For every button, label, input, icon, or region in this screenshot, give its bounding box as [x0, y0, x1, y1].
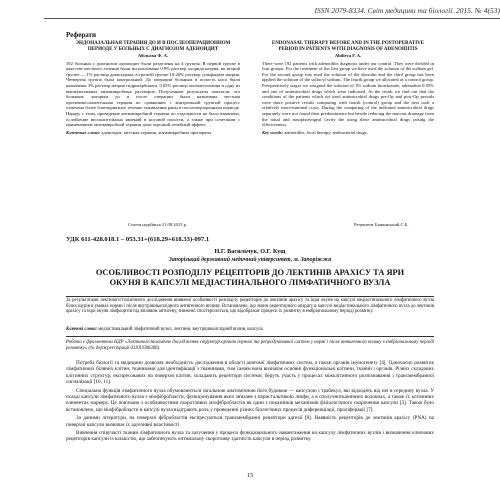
article-affiliation: Запорізький державний медичний університет, м. Запоріжжя	[168, 257, 332, 263]
keywords-text: adenoiditis, local therapy, antibacterial drugs.	[284, 129, 368, 135]
article-authors: Н.Г. Васильчук, О.Г. Кущ	[214, 248, 286, 255]
abstract-english	[262, 41, 434, 135]
article-abstract: За результатами лектиногістохімічного дослідження виявлені особливості розподілу рецепторів до лектинів арахісу та ікри окуня на капсулі медіастинального лімфатичного вузла білих щурів в умовах норми і після внутрішньоплідного антигенного впливу. Встановлено, що зміни рецепторного апарату в капсулі медіастинального лімфатичного вузла до лектинів арахісу та ікри окуня лімфоцитів під впливом антигену, знижено спостерігається, що відображає процеси їх розвитку в ембріональному періоді розвитку.	[66, 298, 434, 315]
research-note: Робота є фрагментом НДР «Лектиногістохімічне дослідження структур органів імунної та репродуктивної систем у нормі і після антигенного впливу в ембріональному періоді розвитку» (№ держреєстрації 0110U006306).	[66, 340, 434, 351]
abstract-title: ENDONASAL THERAPY BEFORE AND IN THE POSTOPERATIVE PERIOD IN PATIENTS WITH DIAGNOSIS OF ADENOIDITIS	[271, 41, 425, 52]
article-body	[66, 360, 434, 445]
reviewer: Рецензент Башинський С.Б.	[354, 222, 409, 227]
divider	[66, 296, 434, 297]
body-paragraph: Спеціальна функція лімфатичного вузла обумовлюється загальною анатомічною його будовою — капсулою і трабекул, які відходять від неї в середину вузла. У складі капсули лімфатичного вузла є міофібробласти, функціонування яких зв'язане з перистальтикою лімфи, а в сполучнотканинних волокнах, а також їх клітинних елементах маркеру. Це пов'язано з особливостями скоротливих міофібробластів як один з показників механізмів фізіологічного скорочення капсули [3]. Також було встановлено, що міофібробласти в капсулі вузла відіграють роль у проведенні різних біологічних процесів диференціації, проліферації [7].	[66, 387, 434, 413]
keywords-label: Key words:	[262, 129, 284, 135]
abstract-body: There were 192 patients with adenoiditis diagnosis under our control. They were divided in four groups. For the treatment of the first group we have used the solution of the sodium gel. For the second group was used the solution of the dioxidin and the third group has been applied the solution of the sulfacyl sodium. The fourth group we allocated as a control group. Preoperatively stages we assigned the solution of 3% sodium bicarbonate, adrenaline 0.05% and one of antimicrobial drugs which were indicated. At the result we find out that the conditions of the patients which we used antimicrobial drugs pre-Op and post-Op periods were more positive results comparing with fourth (control) group and the nest took a relatively more-minimal costs. During the comparing of the indicated antimicrobial drugs separately were not found their predominance but beside reducing the mucous drainage from the nasal and nasopharyngeal cavity the using these antimicrobial drugs raising the effectiveness.	[262, 60, 434, 128]
divider	[66, 336, 434, 337]
body-paragraph: Потреба біології та медицини дозволяє необхідність дослідження в області анатомії лімфатичних систем, а також органів імуногенезу [4]. Одночасно розвиток лімфатичних біляних клітин, тканинами для ідентифікації з тканинами, тим самим вона визначає основні функціональні клітини, тканин і органів. Різних складових клітинних структур, експресованих на поверхні клітин, складають рецептори системи, беруть участь у процесах міжклітинного розпізнавання і трансмембранної сигналізації [10, 11].	[66, 360, 434, 386]
body-paragraph: За даними літератури, на поверхні фібробластів експресуються трансмембранні рецептори адгезії [8]. Наявність рецепторів до лектинів арахісу (PNA) на поверхні капсули визначає їх адгезивні властивості.	[66, 415, 434, 428]
article-title: ОСОБЛИВОСТІ РОЗПОДІЛУ РЕЦЕПТОРІВ ДО ЛЕКТИНІВ АРАХІСУ ТА ЯРИ ОКУНЯ В КАПСУЛІ МЕДІАСТИНАЛЬНОГО ЛІМФАТИЧНОГО ВУЗЛА	[95, 268, 405, 287]
abstract-keywords	[66, 130, 240, 136]
keywords-label: Ключевые слова:	[66, 129, 101, 135]
received-date: Стаття надійшла 21.08.2015 р.	[128, 222, 188, 227]
abstract-authors: Abilieva F. A.	[334, 53, 362, 58]
abstract-keywords	[262, 130, 434, 136]
keywords-text: аденоидит, местная терапия, антимикробные препараты.	[101, 129, 213, 135]
page-number: 15	[246, 472, 254, 479]
section-label: Реферати	[66, 31, 97, 39]
running-header	[44, 6, 500, 19]
running-title: ISSN 2079-8334. Світ медицини та біології. 2015. № 4(53)	[314, 6, 500, 15]
abstract-title: ЭНДОНАЗАЛЬНАЯ ТЕРАПИЯ ДО И В ПОСЛЕОПЕРАЦИОННОМ ПЕРИОДЕ У БОЛЬНЫХ С ДИАГНОЗОМ АДЕНОИДИТ	[75, 41, 231, 52]
abstract-authors: Абільєва Ф. А.	[137, 53, 169, 58]
article-keywords	[66, 327, 434, 332]
keywords-label: Ключові слова:	[66, 327, 98, 332]
abstract-russian	[66, 41, 240, 135]
keywords-text: медіастинальний лімфатичний вузол, лектини, внутрішньоплідний вплив, капсула.	[98, 327, 264, 332]
body-paragraph: Вивчення співучасті тканин лімфатичного вузла та залучення у процеси функціонального навантаження на капсулу лімфатичних вузлів і визначення ключових рецепторів капсули із кількістю, що забезпечують оптимальну скоротливу здатність капсули в період розвитку.	[66, 430, 434, 443]
abstract-body: 192 больных с диагнозом аденоидит были разделены на 4 группы. В первой группе в качестве местного лечения были использованы 0,9% раствор хлорида натрия, во второй группе — 1% раствор диоксидина, в третьей группе 10-20% раствор сульфацила натрия. Четвертая группа была контрольной. До операции больным в полость носа были назначены 3% раствор натрия гидрокарбоната, 0,05% раствор оксиметазолина и одну из вышеуказанных антимикробных растворов. Полученные результаты показали, что больным, которым до и после операции были назначены местная противовоспалительная терапия по сравнению с контрольной группой процесс отмечена более благоприятное течение заживления раны в послеоперационном периоде. Наряду с этим, проведение антимикробной терапии по отдельности не было выявлено, ослабление воспалительных явлений в носовой полости, а также при сочетании с применением антимикробной терапии дали хороший лечебный эффект.	[66, 60, 240, 128]
udc-code: УДК 611-428.018.1 – 053.31+(618.29+618.33)-097.1	[66, 236, 210, 243]
